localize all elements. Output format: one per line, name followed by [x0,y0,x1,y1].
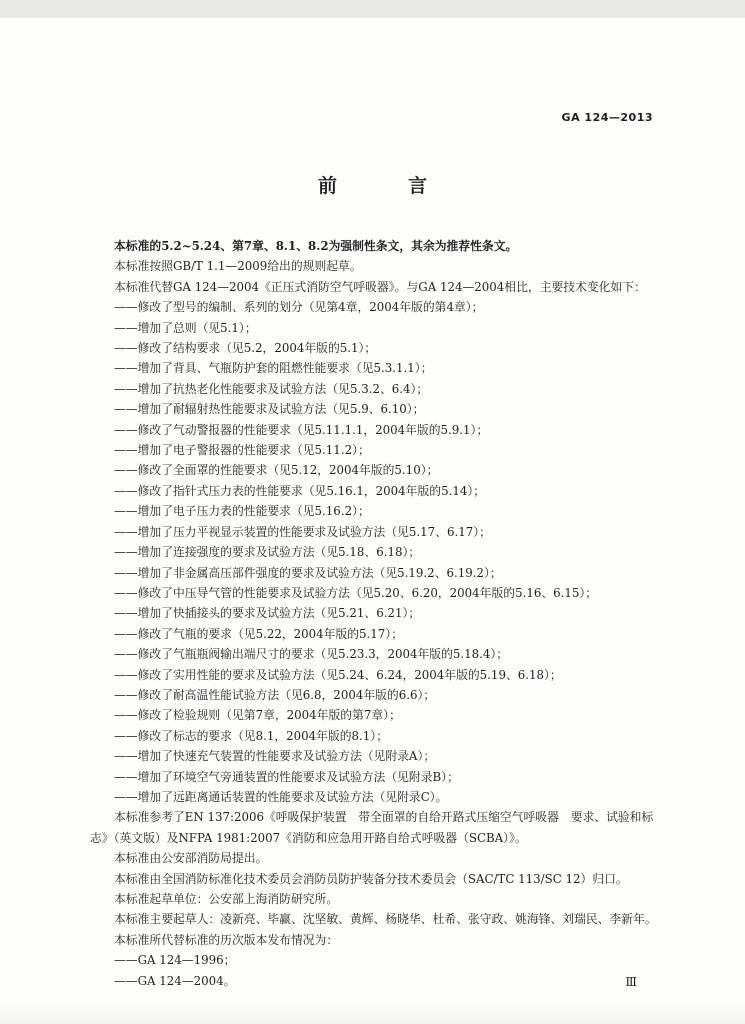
change-item: ——修改了标志的要求（见8.1，2004年版的8.1）； [114,728,388,743]
foreword-body [90,236,670,991]
change-item: ——增加了电子压力表的性能要求（见5.16.2）； [114,504,370,519]
change-item: ——修改了中压导气管的性能要求及试验方法（见5.20、6.20，2004年版的5.16、6.15）； [114,585,598,600]
intro-paragraph: 本标准代替GA 124—2004《正压式消防空气呼吸器》。与GA 124—2004相比，主要技术变化如下： [114,279,646,294]
change-item: ——修改了气瓶的要求（见5.22，2004年版的5.17）； [114,626,404,641]
change-item: ——修改了实用性能的要求及试验方法（见5.24、6.24，2004年版的5.19、6.18）； [114,667,562,682]
change-item: ——修改了指针式压力表的性能要求（见5.16.1，2004年版的5.14）； [114,483,486,498]
change-item: ——增加了背具、气瓶防护套的阻燃性能要求（见5.3.1.1）； [114,361,433,376]
closing-paragraph: 本标准主要起草人：凌新亮、毕赢、沈坚敏、黄辉、杨晓华、杜希、张守政、姚海锋、刘瑞民、李新年。 [114,912,657,927]
change-item: ——修改了气瓶瓶阀输出端尺寸的要求（见5.23.3，2004年版的5.18.4）； [114,647,509,662]
change-item: ——增加了电子警报器的性能要求（见5.11.2）； [114,443,370,458]
intro-paragraphs [90,236,670,297]
change-item: ——修改了气动警报器的性能要求（见5.11.1.1，2004年版的5.9.1）； [114,422,489,437]
closing-paragraph: 本标准由公安部消防局提出。 [114,851,268,866]
closing-paragraph: 本标准所代替标准的历次版本发布情况为： [114,932,339,947]
change-item: ——增加了远距离通话装置的性能要求及试验方法（见附录C）。 [114,789,448,804]
history-item: ——GA 124—2004。 [114,973,236,988]
change-item: ——修改了检验规则（见第7章，2004年版的第7章）； [114,708,401,723]
closing-paragraph: 本标准由全国消防标准化技术委员会消防员防护装备分技术委员会（SAC/TC 113/SC 12）归口。 [114,871,628,886]
change-item: ——修改了全面罩的性能要求（见5.12，2004年版的5.10）； [114,463,439,478]
change-item: ——增加了快插接头的要求及试验方法（见5.21、6.21）； [114,606,421,621]
intro-paragraph: 本标准的5.2~5.24、第7章、8.1、8.2为强制性条文，其余为推荐性条文。 [114,239,518,253]
history-item: ——GA 124—1996； [114,953,236,968]
change-item: ——增加了总则（见5.1）； [114,320,257,335]
change-item: ——增加了快速充气装置的性能要求及试验方法（见附录A）； [114,749,436,764]
scan-top-edge [0,0,745,18]
change-item: ——修改了型号的编制、系列的划分（见第4章，2004年版的第4章）； [114,300,484,315]
change-item: ——增加了连接强度的要求及试验方法（见5.18、6.18）； [114,545,421,560]
closing-paragraphs [90,807,670,950]
change-item: ——增加了压力平视显示装置的性能要求及试验方法（见5.17、6.17）； [114,524,491,539]
change-item: ——修改了耐高温性能试验方法（见6.8，2004年版的6.6）； [114,687,436,702]
page-title: 前 言 [317,175,453,197]
history-list [90,950,670,991]
closing-paragraph: 本标准参考了EN 137:2006《呼吸保护装置 带全面罩的自给开路式压缩空气呼吸器 要求、试验和标志》（英文版）及NFPA 1981:2007《消防和应急用开路自给式呼吸器（SCBA）》。 [90,810,654,845]
change-item: ——增加了环境空气旁通装置的性能要求及试验方法（见附录B）； [114,769,459,784]
page-number: Ⅲ [625,975,637,989]
intro-paragraph: 本标准按照GB/T 1.1—2009给出的规则起草。 [114,259,362,274]
change-item: ——增加了抗热老化性能要求及试验方法（见5.3.2、6.4）； [114,381,429,396]
change-item: ——增加了耐辐射热性能要求及试验方法（见5.9、6.10）； [114,402,425,417]
change-list [90,297,670,807]
closing-paragraph: 本标准起草单位：公安部上海消防研究所。 [114,892,339,906]
document-id: GA 124—2013 [561,111,653,124]
change-item: ——修改了结构要求（见5.2，2004年版的5.1）； [114,341,377,356]
change-item: ——增加了非金属高压部件强度的要求及试验方法（见5.19.2、6.19.2）； [114,565,502,580]
